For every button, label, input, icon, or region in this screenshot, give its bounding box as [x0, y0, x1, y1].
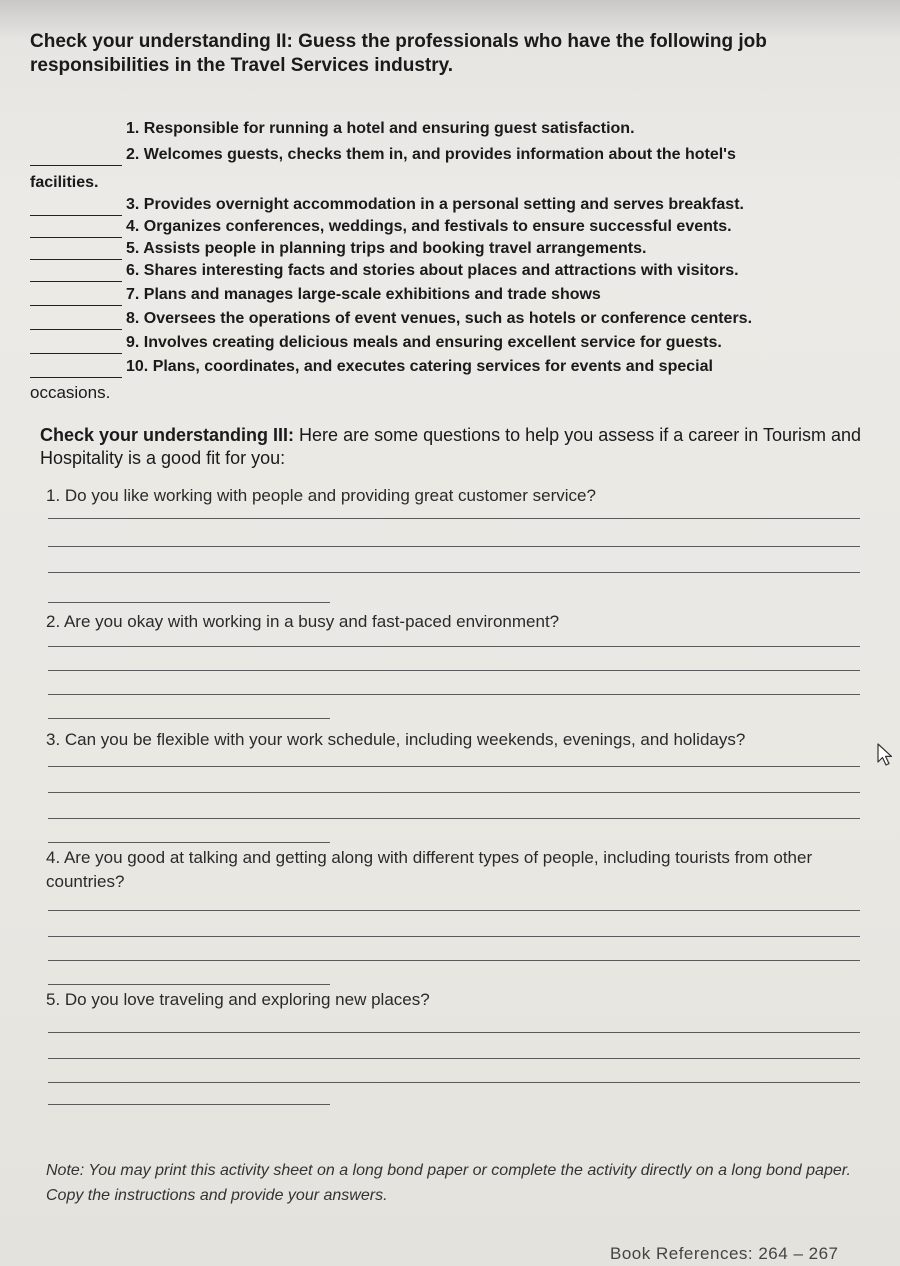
answer-line[interactable]: [48, 602, 330, 603]
question-4: 4. Are you good at talking and getting along with different types of people, including tourists from other countries?: [46, 848, 813, 891]
answer-line[interactable]: [48, 910, 860, 911]
item-7: 7. Plans and manages large-scale exhibitions and trade shows: [30, 284, 875, 308]
item-4: 4. Organizes conferences, weddings, and festivals to ensure successful events.: [30, 216, 875, 240]
question-3: 3. Can you be flexible with your work schedule, including weekends, evenings, and holidays?: [46, 730, 746, 749]
item-3: 3. Provides overnight accommodation in a personal setting and serves breakfast.: [30, 194, 875, 218]
item-1: 1. Responsible for running a hotel and ensuring guest satisfaction.: [126, 120, 635, 137]
question-2: 2. Are you okay with working in a busy and fast-paced environment?: [46, 612, 560, 631]
section-3-title: Check your understanding III:: [40, 425, 295, 445]
answer-blank[interactable]: [30, 315, 122, 330]
answer-blank[interactable]: [30, 245, 122, 260]
answer-line[interactable]: [48, 936, 860, 937]
section-3-heading: [40, 424, 870, 470]
answer-blank[interactable]: [30, 201, 122, 216]
section-2-title: Check your understanding II: Guess the professionals who have the following job responsibilities in the Travel Services industry.: [30, 31, 767, 76]
answer-line[interactable]: [48, 766, 860, 767]
item-10: 10. Plans, coordinates, and executes catering services for events and special: [30, 356, 875, 380]
book-references: Book References: 264 – 267: [610, 1244, 839, 1263]
answer-line[interactable]: [48, 1082, 860, 1083]
question-1: 1. Do you like working with people and providing great customer service?: [46, 486, 596, 505]
answer-blank[interactable]: [30, 151, 122, 166]
answer-line[interactable]: [48, 646, 860, 647]
answer-blank[interactable]: [30, 291, 122, 306]
section-3-instruction: Here are some questions to help you assess if a career in Tourism and Hospitality is a good fit for you:: [40, 425, 862, 468]
answer-line[interactable]: [48, 546, 860, 547]
answer-line[interactable]: [48, 818, 860, 819]
item-5: 5. Assists people in planning trips and booking travel arrangements.: [30, 238, 875, 262]
item-2-continuation: facilities.: [30, 174, 99, 191]
answer-line[interactable]: [48, 670, 860, 671]
answer-line[interactable]: [48, 694, 860, 695]
note: Note: You may print this activity sheet on a long bond paper or complete the activity directly on a long bond paper. Copy the instructions and provide your answers.: [46, 1162, 851, 1204]
answer-blank[interactable]: [30, 267, 122, 282]
question-5: 5. Do you love traveling and exploring new places?: [46, 990, 430, 1009]
item-9: 9. Involves creating delicious meals and ensuring excellent service for guests.: [30, 332, 875, 356]
answer-line[interactable]: [48, 518, 860, 519]
answer-line[interactable]: [48, 1104, 330, 1105]
answer-line[interactable]: [48, 984, 330, 985]
answer-line[interactable]: [48, 842, 330, 843]
answer-blank[interactable]: [30, 363, 122, 378]
answer-line[interactable]: [48, 1032, 860, 1033]
answer-line[interactable]: [48, 1058, 860, 1059]
answer-line[interactable]: [48, 572, 860, 573]
mouse-cursor-icon: [876, 742, 894, 768]
answer-line[interactable]: [48, 792, 860, 793]
item-6: 6. Shares interesting facts and stories about places and attractions with visitors.: [30, 260, 875, 284]
answer-blank[interactable]: [30, 339, 122, 354]
item-2: 2. Welcomes guests, checks them in, and provides information about the hotel's: [30, 144, 875, 168]
answer-line[interactable]: [48, 960, 860, 961]
answer-line[interactable]: [48, 718, 330, 719]
item-8: 8. Oversees the operations of event venues, such as hotels or conference centers.: [30, 308, 875, 332]
item-10-continuation: occasions.: [30, 383, 111, 402]
answer-blank[interactable]: [30, 223, 122, 238]
